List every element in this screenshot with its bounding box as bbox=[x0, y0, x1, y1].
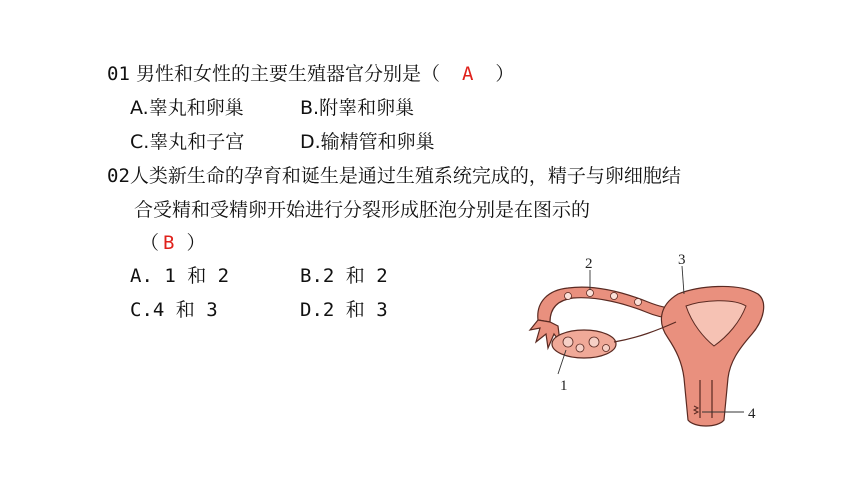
ovary-shape bbox=[552, 330, 616, 358]
figure-label-2: 2 bbox=[585, 256, 593, 272]
question-1-option-a: A.睾丸和卵巢 bbox=[130, 97, 244, 119]
question-2-option-c: C.4 和 3 bbox=[130, 299, 218, 321]
question-1-stem bbox=[107, 62, 514, 86]
question-1-text: 男性和女性的主要生殖器官分别是（ bbox=[135, 63, 440, 85]
question-1-close: ） bbox=[495, 63, 515, 85]
question-1-number: 01 bbox=[107, 63, 130, 85]
question-1-option-b: B.附睾和卵巢 bbox=[300, 97, 415, 119]
question-2-number: 02 bbox=[107, 165, 130, 187]
question-2-answer: B bbox=[163, 232, 175, 254]
question-2-option-d: D.2 和 3 bbox=[300, 299, 388, 321]
question-1-option-d: D.输精管和卵巢 bbox=[300, 131, 435, 153]
female-reproductive-system-figure bbox=[518, 250, 778, 432]
question-2-text-1: 人类新生命的孕育和诞生是通过生殖系统完成的，精子与卵细胞结 bbox=[129, 165, 681, 187]
question-2-close: ） bbox=[186, 232, 206, 254]
question-2-open: （ bbox=[140, 232, 160, 254]
question-1-answer: A bbox=[461, 63, 474, 85]
question-1-option-c: C.睾丸和子宫 bbox=[130, 131, 245, 153]
figure-label-3: 3 bbox=[678, 252, 686, 268]
question-2-option-b: B.2 和 2 bbox=[300, 265, 388, 287]
question-2-stem-line-1 bbox=[107, 164, 681, 188]
figure-label-4: 4 bbox=[748, 406, 756, 422]
question-2-answer-line bbox=[140, 231, 205, 255]
question-2-option-a: A. 1 和 2 bbox=[130, 265, 230, 287]
question-2-stem-line-2: 合受精和受精卵开始进行分裂形成胚泡分别是在图示的 bbox=[134, 199, 591, 221]
figure-label-1: 1 bbox=[560, 378, 568, 394]
